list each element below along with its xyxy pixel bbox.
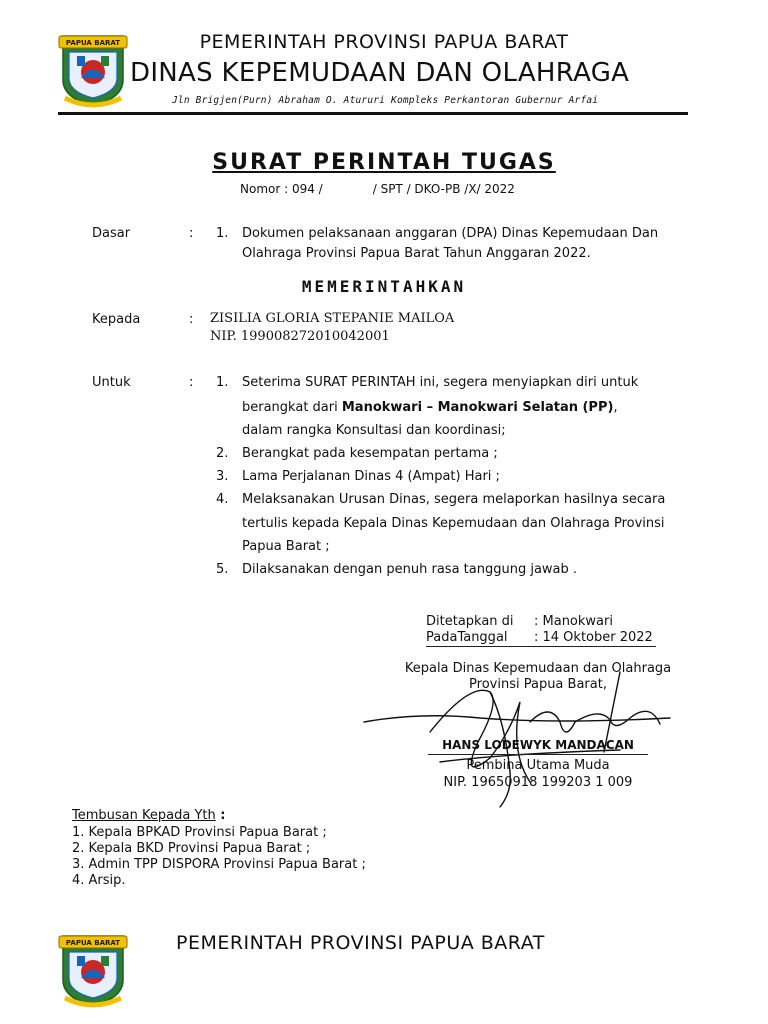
signatory-name: HANS LODEWYK MANDACAN bbox=[442, 738, 634, 752]
issued-place-value: : Manokwari bbox=[534, 614, 613, 629]
untuk-label: Untuk bbox=[92, 375, 131, 390]
route-text: Manokwari – Manokwari Selatan (PP) bbox=[341, 400, 614, 415]
dasar-line-1: Dokumen pelaksanaan anggaran (DPA) Dinas Kepemudaan Dan bbox=[242, 226, 659, 241]
header-government: PEMERINTAH PROVINSI PAPUA BARAT bbox=[199, 31, 569, 53]
untuk-item-3-line-1: Lama Perjalanan Dinas 4 (Ampat) Hari ; bbox=[242, 469, 500, 484]
signatory-position-2: Provinsi Papua Barat, bbox=[469, 677, 607, 692]
untuk-item-4-line-2: tertulis kepada Kepala Dinas Kepemudaan dan Olahraga Provinsi bbox=[242, 516, 665, 531]
issued-date-value: : 14 Oktober 2022 bbox=[534, 630, 653, 645]
issued-date-label: PadaTanggal bbox=[426, 630, 508, 645]
issued-place-label: Ditetapkan di bbox=[426, 614, 514, 629]
untuk-item-1-text-c: , bbox=[613, 400, 618, 415]
dasar-number: 1. bbox=[216, 226, 229, 241]
document-title: SURAT PERINTAH TUGAS bbox=[212, 150, 556, 175]
document-number bbox=[240, 182, 515, 196]
untuk-item-5-line-1: Dilaksanakan dengan penuh rasa tanggung jawab . bbox=[242, 562, 578, 577]
nomor-suffix: / SPT / DKO-PB /X/ 2022 bbox=[372, 182, 515, 196]
untuk-colon: : bbox=[189, 375, 194, 390]
untuk-item-1-line-2 bbox=[242, 396, 618, 419]
header-divider bbox=[58, 112, 688, 115]
tembusan-item-1: 1. Kepala BPKAD Provinsi Papua Barat ; bbox=[72, 825, 327, 840]
dasar-line-2: Olahraga Provinsi Papua Barat Tahun Anggaran 2022. bbox=[242, 246, 591, 261]
dasar-label: Dasar bbox=[92, 226, 131, 241]
nomor-prefix: Nomor : 094 / bbox=[240, 182, 323, 196]
untuk-item-1-text-a: berangkat dari bbox=[242, 400, 342, 415]
untuk-item-4-line-1: Melaksanakan Urusan Dinas, segera melaporkan hasilnya secara bbox=[242, 492, 666, 507]
footer-government: PEMERINTAH PROVINSI PAPUA BARAT bbox=[176, 932, 545, 954]
kepada-label: Kepada bbox=[92, 312, 141, 327]
recipient-name: ZISILIA GLORIA STEPANIE MAILOA bbox=[210, 311, 455, 326]
date-underline bbox=[426, 646, 656, 647]
tembusan-heading bbox=[72, 808, 225, 823]
signatory-nip: NIP. 19650918 199203 1 009 bbox=[443, 775, 633, 790]
signatory-position-1: Kepala Dinas Kepemudaan dan Olahraga bbox=[404, 661, 672, 676]
tembusan-heading-text: Tembusan Kepada Yth bbox=[72, 808, 216, 823]
recipient-nip: NIP. 199008272010042001 bbox=[210, 329, 390, 344]
tembusan-item-2: 2. Kepala BKD Provinsi Papua Barat ; bbox=[72, 841, 311, 856]
tembusan-heading-colon: : bbox=[215, 808, 226, 823]
signatory-rank: Pembina Utama Muda bbox=[466, 758, 610, 773]
untuk-item-4-number: 4. bbox=[216, 492, 229, 507]
untuk-item-1-line-3: dalam rangka Konsultasi dan koordinasi; bbox=[242, 423, 506, 438]
untuk-item-1-line-1: Seterima SURAT PERINTAH ini, segera menyiapkan diri untuk bbox=[242, 375, 639, 390]
untuk-item-5-number: 5. bbox=[216, 562, 229, 577]
tembusan-item-4: 4. Arsip. bbox=[72, 873, 126, 888]
emblem-footer-title: PAPUA BARAT bbox=[65, 939, 121, 947]
papua-barat-emblem-footer bbox=[55, 932, 131, 1008]
emblem-title: PAPUA BARAT bbox=[65, 39, 121, 47]
memerintahkan-heading: MEMERINTAHKAN bbox=[301, 277, 467, 296]
signatory-name-underline bbox=[428, 754, 648, 755]
untuk-item-3-number: 3. bbox=[216, 469, 229, 484]
untuk-item-2-line-1: Berangkat pada kesempatan pertama ; bbox=[242, 446, 498, 461]
untuk-item-1-number: 1. bbox=[216, 375, 229, 390]
header-agency: DINAS KEPEMUDAAN DAN OLAHRAGA bbox=[130, 58, 630, 88]
kepada-colon: : bbox=[189, 312, 194, 327]
header-address: Jln Brigjen(Purn) Abraham O. Atururi Kompleks Perkantoran Gubernur Arfai bbox=[172, 95, 599, 106]
dasar-colon: : bbox=[189, 226, 194, 241]
untuk-item-4-line-3: Papua Barat ; bbox=[242, 539, 330, 554]
tembusan-item-3: 3. Admin TPP DISPORA Provinsi Papua Barat ; bbox=[72, 857, 366, 872]
untuk-item-2-number: 2. bbox=[216, 446, 229, 461]
